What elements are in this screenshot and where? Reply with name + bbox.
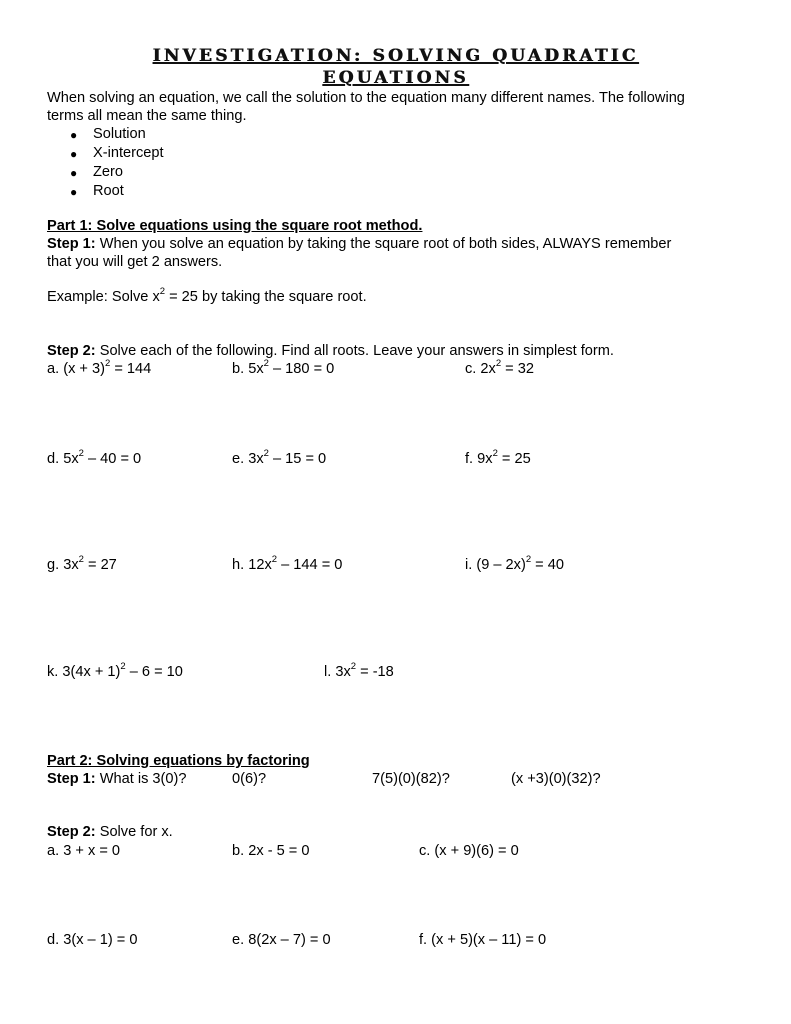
intro-line-1: When solving an equation, we call the solution to the equation many different names. The following bbox=[47, 90, 685, 106]
part2-step1 bbox=[47, 771, 187, 787]
problem-2f: f. (x + 5)(x – 11) = 0 bbox=[419, 932, 547, 948]
bullet-icon: ● bbox=[70, 147, 78, 161]
list-item: Zero bbox=[93, 164, 124, 180]
problem-2a: a. 3 + x = 0 bbox=[47, 843, 121, 859]
step-text: When you solve an equation by taking the square root of both sides, ALWAYS remember bbox=[95, 236, 672, 252]
part2-step1-q2: 0(6)? bbox=[232, 771, 267, 787]
list-item: Solution bbox=[93, 126, 146, 142]
problem-1d: d. $5x^2 - 40 = 0$ bbox=[47, 448, 142, 467]
problem-1f: f. $9x^2 = 25$ bbox=[465, 448, 531, 467]
problem-2c: c. (x + 9)(6) = 0 bbox=[419, 843, 519, 859]
problem-1c: c. $2x^2 = 32$ bbox=[465, 358, 534, 377]
bullet-icon: ● bbox=[70, 128, 78, 142]
part1-step1-line1 bbox=[47, 236, 671, 252]
problem-2d: d. 3(x – 1) = 0 bbox=[47, 932, 138, 948]
part2-heading: Part 2: Solving equations by factoring bbox=[47, 753, 310, 769]
worksheet-title-line1: INVESTIGATION: SOLVING QUADRATIC bbox=[152, 46, 639, 66]
step-text: What is 3(0)? bbox=[95, 771, 187, 787]
part2-step1-q4: (x +3)(0)(32)? bbox=[511, 771, 601, 787]
part2-step2 bbox=[47, 824, 173, 840]
problem-1b: b. $5x^2 - 180 = 0$ bbox=[232, 358, 335, 377]
step-label: Step 2: bbox=[47, 343, 96, 359]
problem-1l: l. $3x^2 = -18$ bbox=[324, 661, 394, 680]
step-text: Solve for x. bbox=[95, 824, 173, 840]
step-label: Step 1: bbox=[47, 771, 96, 787]
bullet-icon: ● bbox=[70, 185, 78, 199]
problem-1i: i. (9 – 2x)$^2$ = 40 bbox=[465, 554, 564, 573]
worksheet-title-line2: EQUATIONS bbox=[322, 68, 469, 88]
example-text: Example: Solve $x^2 = 25$ by taking the square root. bbox=[47, 286, 367, 305]
intro-line-2: terms all mean the same thing. bbox=[47, 108, 247, 124]
step-label: Step 2: bbox=[47, 824, 96, 840]
part1-step2 bbox=[47, 343, 614, 359]
problem-2b: b. 2x - 5 = 0 bbox=[232, 843, 310, 859]
problem-1a: a. $(x + 3)^2 = 144$ bbox=[47, 358, 152, 377]
part2-step1-q3: 7(5)(0)(82)? bbox=[372, 771, 450, 787]
problem-1h: h. $12x^2 - 144 = 0$ bbox=[232, 554, 343, 573]
list-item: Root bbox=[93, 183, 124, 199]
part1-step1-line2: that you will get 2 answers. bbox=[47, 254, 223, 270]
problem-2e: e. 8(2x – 7) = 0 bbox=[232, 932, 331, 948]
problem-1g: g. $3x^2 = 27$ bbox=[47, 554, 117, 573]
problem-1e: e. $3x^2 - 15 = 0$ bbox=[232, 448, 327, 467]
bullet-icon: ● bbox=[70, 166, 78, 180]
step-label: Step 1: bbox=[47, 236, 96, 252]
list-item: X-intercept bbox=[93, 145, 164, 161]
part1-heading: Part 1: Solve equations using the square root method. bbox=[47, 218, 423, 234]
step-text: Solve each of the following. Find all roots. Leave your answers in simplest form. bbox=[95, 343, 614, 359]
problem-1k: k. $3(4x + 1)^2 - 6 = 10$ bbox=[47, 661, 183, 680]
